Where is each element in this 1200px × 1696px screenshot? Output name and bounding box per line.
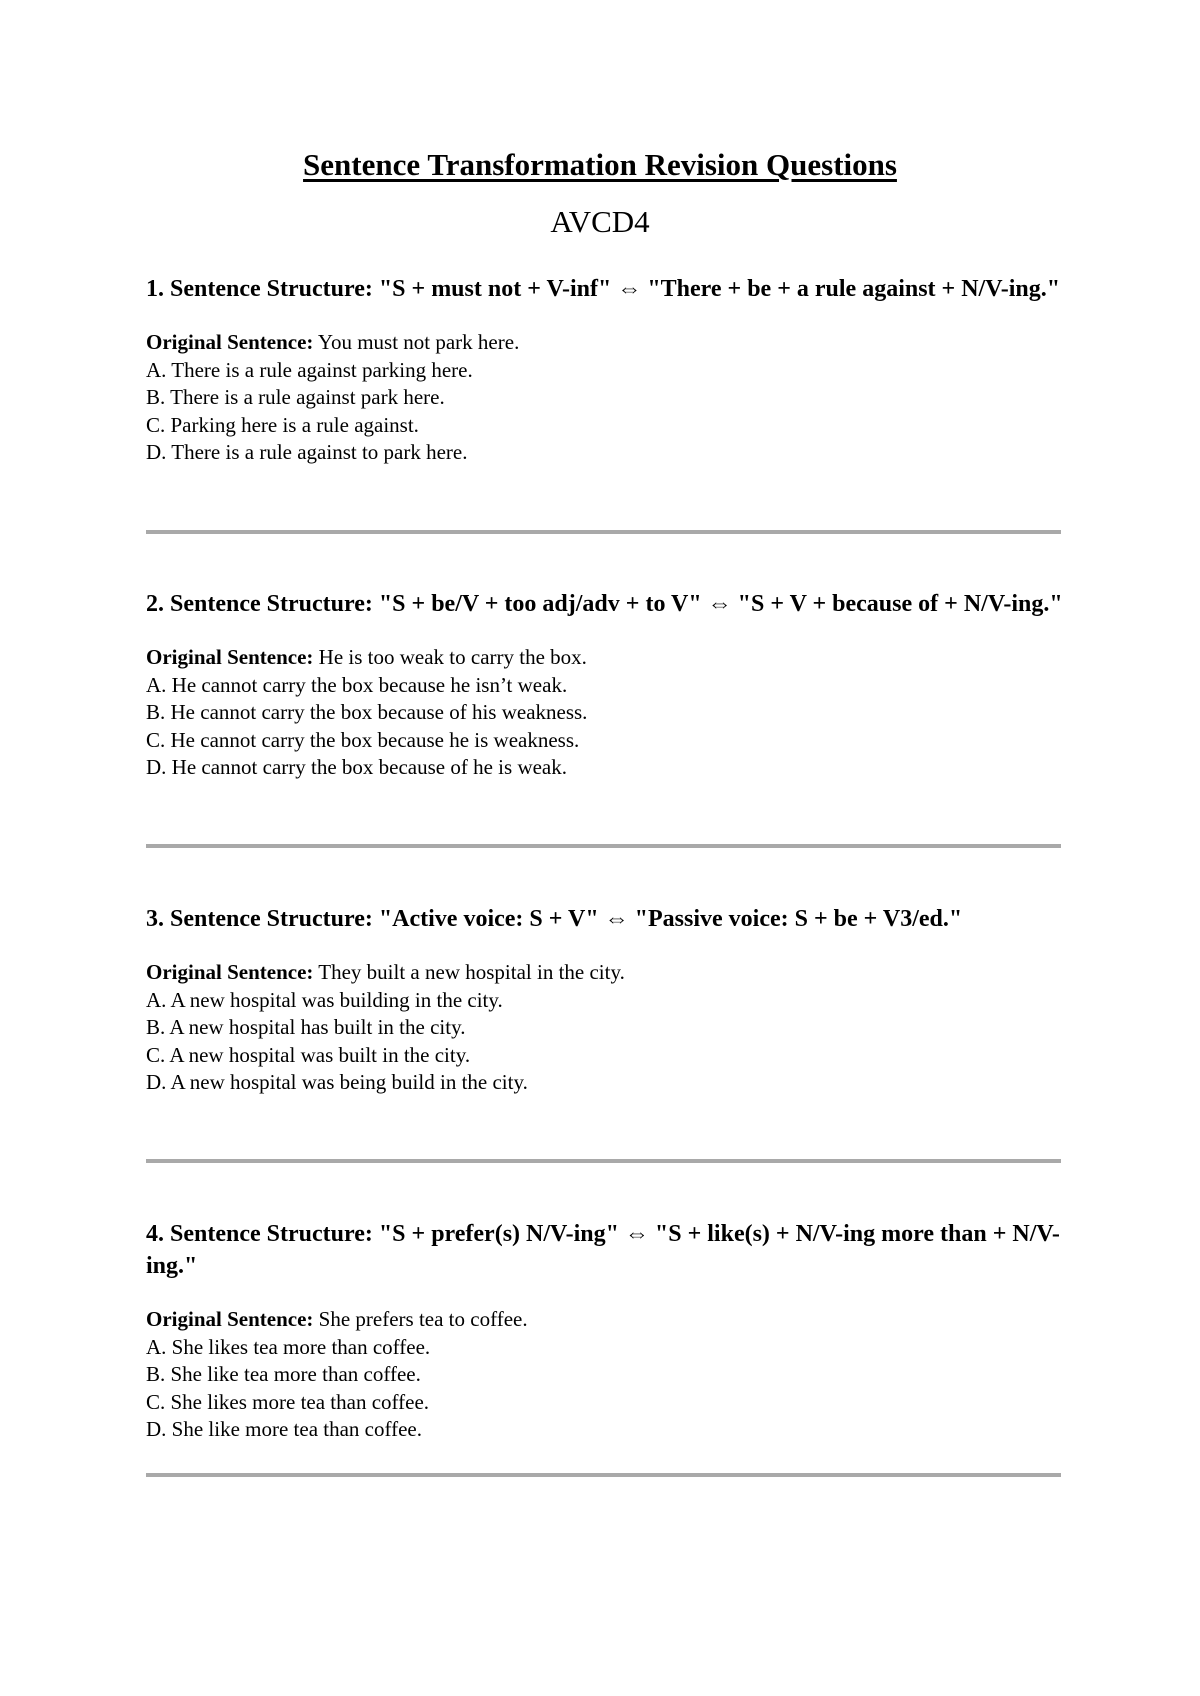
option-b: B. She like tea more than coffee. <box>146 1362 421 1386</box>
option-a: A. He cannot carry the box because he isn’t weak. <box>146 672 568 697</box>
option-b: B. There is a rule against park here. <box>146 385 445 409</box>
option-c: C. A new hospital was built in the city. <box>146 1042 471 1067</box>
document-title: Sentence Transformation Revision Questions <box>303 147 897 182</box>
question-body <box>146 959 1066 1097</box>
section-divider <box>146 1159 1061 1163</box>
question-heading: 3. Sentence Structure: "Active voice: S + V" ⇔ "Passive voice: S + be + V3/ed." <box>146 906 963 932</box>
original-sentence-text: He is too weak to carry the box. <box>313 645 587 669</box>
original-sentence-text: She prefers tea to coffee. <box>313 1307 528 1331</box>
option-a: A. A new hospital was building in the city. <box>146 987 503 1012</box>
document-subtitle: AVCD4 <box>550 204 650 239</box>
question-4 <box>146 1218 1066 1444</box>
question-body <box>146 1306 1066 1444</box>
option-d: D. He cannot carry the box because of he is weak. <box>146 755 567 779</box>
option-d: D. There is a rule against to park here. <box>146 440 468 464</box>
option-c: C. She likes more tea than coffee. <box>146 1389 430 1414</box>
section-divider <box>146 530 1061 534</box>
option-d: D. She like more tea than coffee. <box>146 1417 423 1441</box>
question-body <box>146 329 1066 467</box>
original-sentence <box>146 959 1066 987</box>
question-1 <box>146 273 1066 467</box>
option-b: B. He cannot carry the box because of his weakness. <box>146 700 588 724</box>
original-sentence-label: Original Sentence: <box>146 330 314 354</box>
option-d: D. A new hospital was being build in the city. <box>146 1070 528 1094</box>
section-divider <box>146 1473 1061 1477</box>
section-divider <box>146 844 1061 848</box>
original-sentence <box>146 644 1066 672</box>
question-body <box>146 644 1066 782</box>
original-sentence <box>146 329 1066 357</box>
original-sentence-label: Original Sentence: <box>146 960 314 984</box>
question-heading: 1. Sentence Structure: "S + must not + V-inf" ⇔ "There + be + a rule against + N/V-ing." <box>146 276 1061 302</box>
option-c: C. Parking here is a rule against. <box>146 412 419 437</box>
question-heading: 4. Sentence Structure: "S + prefer(s) N/V-ing" ⇔ "S + like(s) + N/V-ing more than + N/V-ing." <box>146 1221 1060 1279</box>
question-heading: 2. Sentence Structure: "S + be/V + too adj/adv + to V" ⇔ "S + V + because of + N/V-ing." <box>146 591 1063 617</box>
original-sentence-text: They built a new hospital in the city. <box>313 960 625 984</box>
question-3 <box>146 903 1066 1097</box>
option-a: A. She likes tea more than coffee. <box>146 1334 431 1359</box>
original-sentence <box>146 1306 1066 1334</box>
option-a: A. There is a rule against parking here. <box>146 357 473 382</box>
original-sentence-label: Original Sentence: <box>146 1307 314 1331</box>
question-2 <box>146 588 1066 782</box>
option-b: B. A new hospital has built in the city. <box>146 1015 466 1039</box>
option-c: C. He cannot carry the box because he is weakness. <box>146 727 580 752</box>
original-sentence-text: You must not park here. <box>313 330 520 354</box>
original-sentence-label: Original Sentence: <box>146 645 314 669</box>
